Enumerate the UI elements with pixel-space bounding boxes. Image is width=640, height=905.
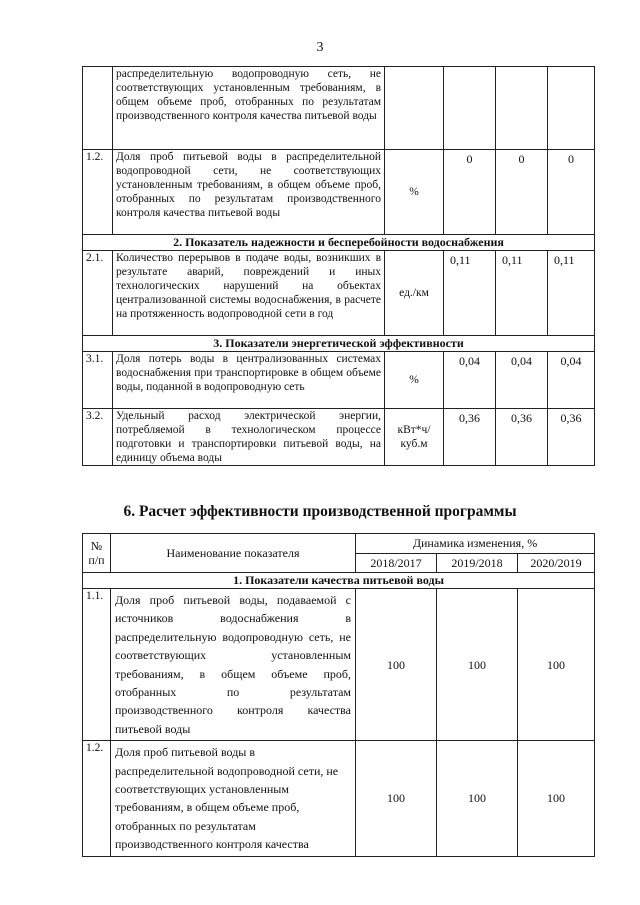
section-heading: 6. Расчет эффективности производственной программы [123, 503, 517, 520]
value-cell: 100 [518, 741, 595, 856]
indicator-description: Доля потерь воды в централизованных системах водоснабжения при транспортировке в общем объеме воды, поданной в водопроводную сеть [113, 352, 385, 409]
value-cell: 0,36 [496, 409, 548, 466]
value-cell: 0,11 [496, 251, 548, 336]
value-cell: 0 [444, 150, 496, 235]
header-period: 2019/2018 [437, 553, 518, 573]
header-period: 2020/2019 [518, 553, 595, 573]
value-cell: 0,11 [444, 251, 496, 336]
row-number: 1.2. [83, 741, 111, 856]
value-cell: 100 [518, 589, 595, 741]
section-row [83, 573, 595, 589]
value-cell: 0,36 [548, 409, 595, 466]
value-cell: 0,04 [444, 352, 496, 409]
value-cell: 100 [437, 589, 518, 741]
table-row [83, 741, 595, 856]
section-title: 2. Показатель надежности и бесперебойности водоснабжения [83, 235, 595, 251]
indicator-description: Доля проб питьевой воды в распределительной водопроводной сети, не соответствующих установленным требованиям, в общем объеме проб, отобранных по результатам производственного контроля качества [111, 741, 356, 856]
unit-cell: кВт*ч/ куб.м [385, 409, 444, 466]
table-row [83, 251, 595, 336]
value-cell: 100 [356, 589, 437, 741]
unit-cell: ед./км [385, 251, 444, 336]
indicators-table [82, 66, 595, 466]
section-row [83, 235, 595, 251]
table-row [83, 150, 595, 235]
page-number: 3 [316, 40, 324, 55]
indicator-description: Доля проб питьевой воды, подаваемой с источников водоснабжения в распределительную водопроводную сеть, не соответствующих установленным требованиям, в общем объеме проб, отобранных по результатам производственного контроля качества питьевой воды [111, 589, 356, 741]
row-number: 2.1. [83, 251, 113, 336]
header-number: № п/п [83, 534, 111, 573]
row-number: 1.1. [83, 589, 111, 741]
indicator-description: Количество перерывов в подаче воды, возникших в результате аварий, повреждений и иных технологических нарушений на объектах централизованной системы водоснабжения, в расчете на протяженность водопроводной сети в год [113, 251, 385, 336]
section-row [83, 336, 595, 352]
header-row [83, 534, 595, 554]
unit-cell: % [385, 352, 444, 409]
efficiency-table [82, 533, 595, 857]
table-row [83, 67, 595, 150]
section-title: 3. Показатели энергетической эффективности [83, 336, 595, 352]
value-cell: 0,04 [496, 352, 548, 409]
indicator-description: распределительную водопроводную сеть, не соответствующих установленным требованиям, в общем объеме проб, отобранных по результатам производственного контроля качества питьевой воды [113, 67, 385, 150]
section-title: 1. Показатели качества питьевой воды [83, 573, 595, 589]
value-cell: 100 [356, 741, 437, 856]
unit-cell: % [385, 150, 444, 235]
table-row [83, 352, 595, 409]
row-number: 3.2. [83, 409, 113, 466]
header-name: Наименование показателя [111, 534, 356, 573]
value-cell: 0,36 [444, 409, 496, 466]
value-cell: 0 [548, 150, 595, 235]
value-cell: 0 [496, 150, 548, 235]
row-number: 3.1. [83, 352, 113, 409]
indicator-description: Удельный расход электрической энергии, потребляемой в технологическом процессе подготовки и транспортировки питьевой воды, на единицу объема воды [113, 409, 385, 466]
value-cell: 100 [437, 741, 518, 856]
indicator-description: Доля проб питьевой воды в распределительной водопроводной сети, не соответствующих установленным требованиям, в общем объеме проб, отобранных по результатам производственного контроля качества питьевой воды [113, 150, 385, 235]
value-cell: 0,04 [548, 352, 595, 409]
table-row [83, 589, 595, 741]
header-period: 2018/2017 [356, 553, 437, 573]
row-number: 1.2. [83, 150, 113, 235]
table-row [83, 409, 595, 466]
header-dynamics: Динамика изменения, % [356, 534, 595, 554]
value-cell: 0,11 [548, 251, 595, 336]
